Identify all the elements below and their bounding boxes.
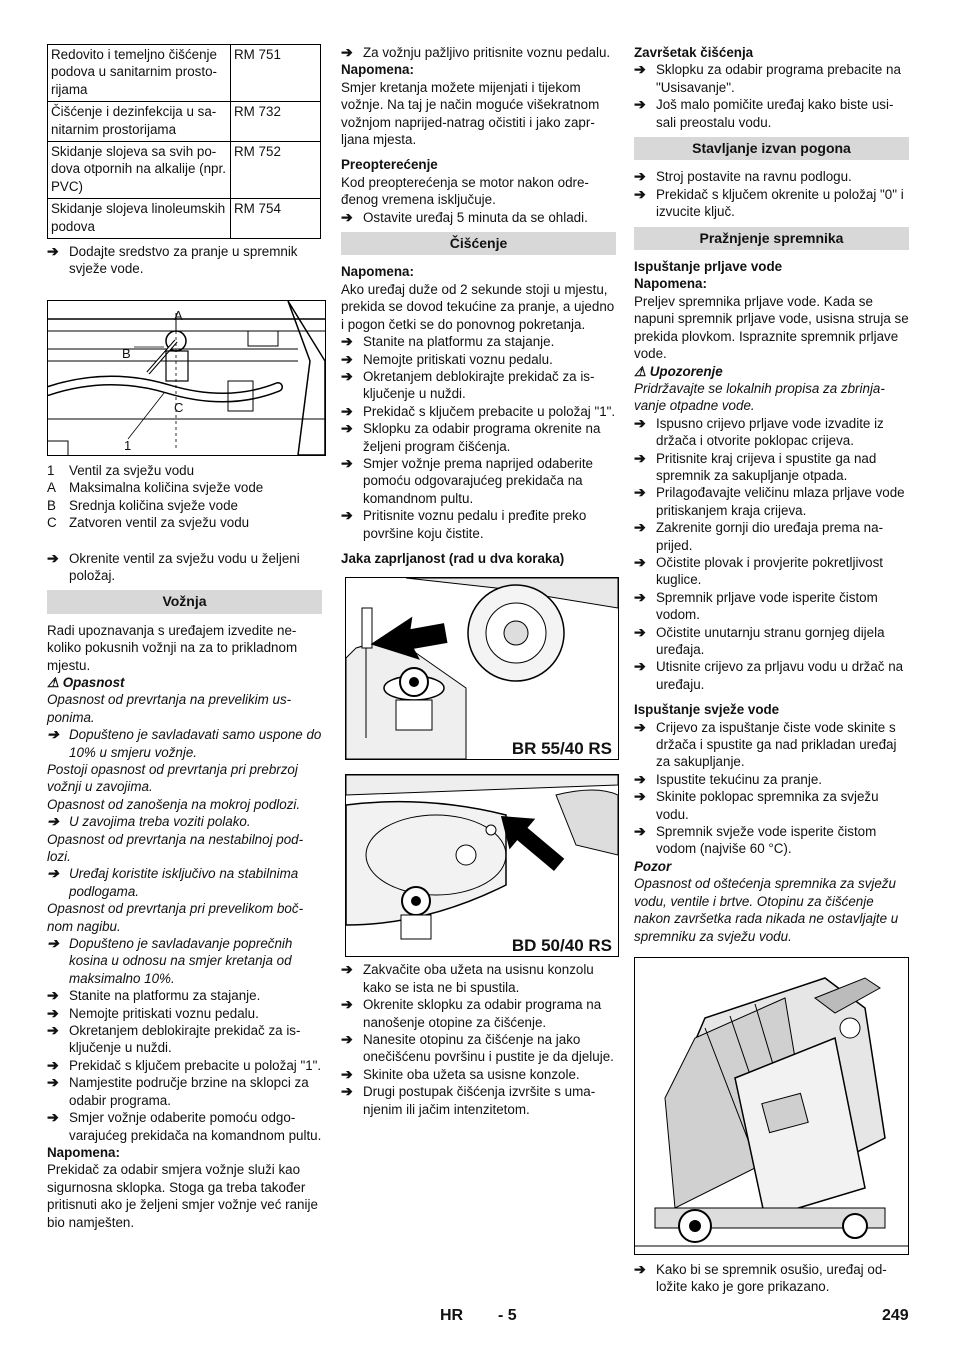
arrow-icon: ➔: [341, 996, 353, 1013]
local-page-number: - 5: [498, 1307, 517, 1324]
instruction-step: ➔ Okretanjem deblokirajte prekidač za isključenje u nuždi.: [47, 1022, 301, 1056]
arrow-icon: ➔: [47, 935, 59, 952]
instruction-step: ➔ Stanite na platformu za stajanje.: [341, 333, 555, 350]
table-row: Redovito i temeljno čišćenje podova u sanitarnim prostorijama RM 751: [48, 45, 321, 102]
warning-triangle-icon: ⚠: [634, 363, 647, 379]
arrow-icon: ➔: [634, 96, 646, 113]
figure-label-1: 1: [124, 437, 132, 453]
warning-triangle-icon: ⚠: [47, 674, 60, 690]
arrow-icon: ➔: [634, 1260, 646, 1277]
instruction-step: ➔ Dopušteno je savladavanje poprečnih kosina u odnosu na smjer kretanja od maksimalno 10%.: [47, 935, 293, 986]
figure-legend: [47, 462, 322, 532]
instruction-step: ➔ Sklopku za odabir programa okrenite na željeni program čišćenja.: [341, 420, 601, 454]
instruction-step: ➔ Pritisnite voznu pedalu i pređite preko površine koju čistite.: [341, 507, 587, 541]
instruction-step: ➔ Dopušteno je savladavati samo uspone do 10% u smjeru vožnje.: [47, 726, 322, 760]
column-3: Završetak čišćenja ➔ Sklopku za odabir programa prebacite na "Usisavanje". ➔ Još malo pomičite uređaj kako biste usisali preostalu vodu. Stavljanje izvan pogona ➔ Stroj postavite na ravnu podlogu. ➔ Prekidač s ključem okrenite u položaj "0" i izvucite ključ. Pražnjenje spremnika Ispuštanje prljave vode Napomena: Preljev spremnika prljave vode. Kada se napuni spremnik prljave vode, usisna struja se prekida plovkom. Ispraznite spremnik prljave vode. ⚠ Upozorenje Pridržavajte se lokalnih propisa za zbrinjavanje otpadne vode. ➔ Ispusno crijevo prljave vode izvadite iz držača i otvorite poklopac crijeva. ➔ Pritisnite kraj crijeva i spustite ga nad spremnik za sakupljanje otpada. ➔ Prilagođavajte veličinu mlaza prljave vode pritiskanjem kraja crijeva. ➔ Zakrenite gornji dio uređaja prema naprijed. ➔ Očistite plovak i provjerite pokretljivost kuglice. ➔ Spremnik prljave vode isperite čistom vodom. ➔ Očistite unutarnju stranu gornjeg dijela uređaja. ➔ Utisnite crijevo za prljavu vodu u držač na uređaju. Ispuštanje svježe vode ➔ Crijevo za ispuštanje čiste vode skinite s držača i spustite ga nad prikladan uređaj za sakupljanje. ➔ Ispustite tekućinu za pranje. ➔ Skinite poklopac spremnika za svježu vodu. ➔ Spremnik svježe vode isperite čistom vodom (najviše 60 °C). Pozor Opasnost od oštećenja spremnika za svježu vodu, ventile i brtve. Otopinu za čišćenje nakon završetka rada nikada ne ostavljajte u spremniku za svježu vodu. ➔ Kako bi se spremnik osušio, uređaj odložite kako je gore prikazano.: [634, 45, 909, 1295]
fresh-water-heading: Ispuštanje svježe vode: [634, 702, 780, 718]
arrow-icon: ➔: [341, 507, 353, 524]
instruction-step: ➔ Još malo pomičite uređaj kako biste usisali preostalu vodu.: [634, 96, 894, 130]
instruction-step: ➔ Utisnite crijevo za prljavu vodu u držač na uređaju.: [634, 658, 904, 692]
arrow-icon: ➔: [634, 449, 646, 466]
end-cleaning-heading: Završetak čišćenja: [634, 45, 754, 60]
instruction-step: ➔ Kako bi se spremnik osušio, uređaj odložite kako je gore prikazano.: [634, 1260, 887, 1295]
instruction-step: ➔ Zakvačite oba užeta na usisnu konzolu kako se ista ne bi spustila.: [341, 961, 594, 995]
figure-label-c: C: [174, 399, 184, 415]
legend-item: A Maksimalna količina svježe vode: [47, 480, 264, 496]
arrow-icon: ➔: [634, 658, 646, 675]
instruction-step: ➔ Drugi postupak čišćenja izvršite s umanjenim ili jačim intenzitetom.: [341, 1083, 596, 1117]
arrow-icon: ➔: [341, 1031, 353, 1047]
arrow-icon: ➔: [634, 61, 646, 78]
arrow-icon: ➔: [634, 519, 646, 536]
instruction-step: ➔ Pritisnite kraj crijeva i spustite ga nad spremnik za sakupljanje otpada.: [634, 449, 877, 483]
valve-drawing: [48, 301, 325, 455]
section-heading-decommissioning: Stavljanje izvan pogona: [634, 137, 909, 160]
fresh-water-valve-figure: [47, 300, 326, 456]
instruction-step: ➔ Očistite plovak i provjerite pokretljivost kuglice.: [634, 553, 883, 588]
instruction-step: ➔ Prekidač s ključem prebacite u položaj "1".: [341, 402, 616, 419]
table-row: Čišćenje i dezinfekcija u sanitarnim prostorijama RM 732: [48, 102, 321, 142]
instruction-step: ➔ Nemojte pritiskati voznu pedalu.: [47, 1004, 259, 1021]
arrow-icon: ➔: [634, 788, 646, 805]
arrow-icon: ➔: [634, 823, 646, 840]
arrow-icon: ➔: [634, 414, 646, 431]
instruction-step: ➔ Ostavite uređaj 5 minuta da se ohladi.: [341, 208, 588, 225]
legend-item: C Zatvoren ventil za svježu vodu: [47, 515, 250, 531]
instruction-step: ➔ Prekidač s ključem okrenite u položaj "0" i izvucite ključ.: [634, 185, 904, 220]
arrow-icon: ➔: [341, 208, 353, 225]
bd-50-40-figure: [345, 774, 619, 957]
arrow-icon: ➔: [47, 549, 59, 566]
instruction-step: ➔ Ispustite tekućinu za pranje.: [634, 770, 822, 787]
arrow-icon: ➔: [341, 402, 353, 419]
model-label: BR 55/40 RS: [511, 738, 612, 758]
instruction-step: ➔ Nemojte pritiskati voznu pedalu.: [341, 350, 553, 367]
overload-heading: Preopterećenje: [341, 157, 438, 173]
instruction-step: ➔ Okretanjem deblokirajte prekidač za isključenje u nuždi.: [341, 367, 595, 402]
instruction-step: ➔ Nanesite otopinu za čišćenje na jako onečišćenu površinu i pustite je da djeluje.: [341, 1031, 614, 1065]
disc-head-drawing: [346, 775, 618, 956]
instruction-step: ➔ Zakrenite gornji dio uređaja prema naprijed.: [634, 519, 884, 553]
page-number: 249: [882, 1307, 909, 1324]
section-heading-tank-emptying: Pražnjenje spremnika: [634, 227, 909, 250]
instruction-step: ➔ Dodajte sredstvo za pranje u spremnik svježe vode.: [47, 243, 298, 277]
instruction-step: ➔ Spremnik prljave vode isperite čistom vodom.: [634, 588, 878, 623]
arrow-icon: ➔: [341, 1065, 353, 1082]
warning-heading: ⚠ Upozorenje: [634, 363, 723, 379]
arrow-icon: ➔: [341, 454, 353, 471]
arrow-icon: ➔: [341, 333, 353, 350]
arrow-icon: ➔: [47, 813, 59, 830]
arrow-icon: ➔: [47, 865, 59, 882]
arrow-icon: ➔: [47, 1056, 59, 1073]
arrow-icon: ➔: [47, 1109, 59, 1126]
br-55-40-figure: [345, 577, 619, 760]
instruction-step: ➔ Smjer vožnje odaberite pomoću odgovarajućeg prekidača na komandnom pultu.: [47, 1109, 322, 1143]
instruction-step: ➔ Skinite oba užeta sa usisne konzole.: [341, 1065, 580, 1082]
section-heading-driving: Vožnja: [47, 590, 322, 613]
arrow-icon: ➔: [341, 961, 353, 978]
instruction-step: ➔ Smjer vožnje prema naprijed odaberite pomoću odgovarajućeg prekidača na komandnom pultu.: [341, 454, 593, 506]
instruction-step: ➔ U zavojima treba voziti polako.: [47, 813, 251, 830]
instruction-step: ➔ Crijevo za ispuštanje čiste vode skinite s držača i spustite ga nad prikladan uređaj za sakupljanje.: [634, 718, 897, 770]
arrow-icon: ➔: [341, 44, 353, 60]
arrow-icon: ➔: [47, 1022, 59, 1039]
instruction-step: ➔ Prilagođavajte veličinu mlaza prljave vode pritiskanjem kraja crijeva.: [634, 484, 905, 518]
language-code: HR: [440, 1307, 464, 1324]
arrow-icon: ➔: [634, 718, 646, 735]
arrow-icon: ➔: [47, 987, 59, 1004]
section-heading-cleaning: Čišćenje: [341, 232, 616, 255]
arrow-icon: ➔: [634, 168, 646, 185]
danger-heading: ⚠ Opasnost: [47, 674, 125, 690]
model-label: BD 50/40 RS: [511, 935, 612, 955]
arrow-icon: ➔: [634, 484, 646, 501]
instruction-step: ➔ Sklopku za odabir programa prebacite na "Usisavanje".: [634, 61, 901, 95]
instruction-step: ➔ Namjestite područje brzine na sklopci za odabir programa.: [47, 1074, 309, 1108]
instruction-step: ➔ Skinite poklopac spremnika za svježu vodu.: [634, 788, 879, 822]
instruction-step: ➔ Uređaj koristite isključivo na stabilnima podlogama.: [47, 865, 299, 899]
tilted-machine-figure: [634, 957, 909, 1255]
arrow-icon: ➔: [634, 588, 646, 605]
heavy-soiling-heading: Jaka zaprljanost (rad u dva koraka): [341, 550, 565, 566]
cleaning-agents-table: [47, 44, 321, 239]
legend-item: B Srednja količina svježe vode: [47, 497, 238, 513]
instruction-step: ➔ Okrenite sklopku za odabir programa na nanošenje otopine za čišćenje.: [341, 996, 602, 1030]
figure-label-a: A: [174, 307, 183, 323]
arrow-icon: ➔: [47, 726, 59, 743]
arrow-icon: ➔: [634, 553, 646, 570]
figure-label-b: B: [122, 345, 131, 361]
arrow-icon: ➔: [47, 1074, 59, 1091]
instruction-step: ➔ Prekidač s ključem prebacite u položaj "1".: [47, 1056, 322, 1073]
instruction-step: ➔ Stanite na platformu za stajanje.: [47, 987, 261, 1004]
arrow-icon: ➔: [341, 420, 353, 437]
arrow-icon: ➔: [47, 243, 59, 260]
legend-item: 1 Ventil za svježu vodu: [47, 462, 195, 478]
arrow-icon: ➔: [47, 1004, 59, 1021]
arrow-icon: ➔: [341, 367, 353, 384]
column-1: Redovito i temeljno čišćenje podova u sanitarnim prostorijama RM 751 Čišćenje i dezinfekcija u sanitarnim prostorijama RM 732 Skidanje slojeva sa svih podova otpornih na alkalije (npr. PVC) RM 752 Skidanje slojeva linoleumskih podova RM 754 ➔ Dodajte sredstvo za pranje u spremnik svježe vode. A B C 1 1 Ventil za svježu vodu A Maksimalna količina svježe vode B Srednja količina svježe vode C Zatvoren ventil za svježu vodu ➔ Okrenite ventil za svježu vodu u željeni položaj. Vožnja Radi upoznavanja s uređajem izvedite nekoliko pokusnih vožnji na za to prikladnom mjestu. ⚠ Opasnost Opasnost od prevrtanja na prevelikim usponima. ➔ Dopušteno je savladavati samo uspone do 10% u smjeru vožnje. Postoji opasnost od prevrtanja pri prebrzoj vožnji u zavojima. Opasnost od zanošenja na mokroj podlozi. ➔ U zavojima treba voziti polako. Opasnost od prevrtanja na nestabilnoj podlozi. ➔ Uređaj koristite isključivo na stabilnima podlogama. Opasnost od prevrtanja pri prevelikom bočnom nagibu. ➔ Dopušteno je savladavanje poprečnih kosina u odnosu na smjer kretanja od maksimalno 10%. ➔ Stanite na platformu za stajanje. ➔ Nemojte pritiskati voznu pedalu. ➔ Okretanjem deblokirajte prekidač za isključenje u nuždi. ➔ Prekidač s ključem prebacite u položaj "1". ➔ Namjestite područje brzine na sklopci za odabir programa. ➔ Smjer vožnje odaberite pomoću odgovarajućeg prekidača na komandnom pultu. Napomena: Prekidač za odabir smjera vožnje služi kao sigurnosna sklopka. Stoga ga treba također pritisnuti ako je željeni smjer vožnje već ranije bio namješten.: [47, 44, 322, 1231]
table-row: Skidanje slojeva linoleumskih podova RM 754: [48, 199, 321, 239]
table-row: Skidanje slojeva sa svih podova otpornih na alkalije (npr. PVC) RM 752: [48, 142, 321, 199]
arrow-icon: ➔: [634, 623, 646, 640]
arrow-icon: ➔: [341, 350, 353, 367]
arrow-icon: ➔: [341, 1083, 353, 1100]
dirty-water-heading: Ispuštanje prljave vode: [634, 259, 783, 275]
machine-drawing: [635, 958, 908, 1254]
instruction-step: ➔ Stroj postavite na ravnu podlogu.: [634, 168, 852, 185]
instruction-step: ➔ Okrenite ventil za svježu vodu u željeni položaj.: [47, 549, 300, 583]
instruction-step: ➔ Ispusno crijevo prljave vode izvadite iz držača i otvorite poklopac crijeva.: [634, 414, 884, 449]
instruction-step: ➔ Za vožnju pažljivo pritisnite voznu pedalu.: [341, 44, 611, 60]
brush-head-drawing: [346, 578, 618, 759]
arrow-icon: ➔: [634, 770, 646, 787]
instruction-step: ➔ Očistite unutarnju stranu gornjeg dijela uređaja.: [634, 623, 885, 657]
column-2: ➔ Za vožnju pažljivo pritisnite voznu pedalu. Napomena: Smjer kretanja možete mijenjati i tijekom vožnje. Na taj je način moguće višekratnom vožnjom naprijed-natrag očistiti i jako zaprljana mjesta. Preopterećenje Kod preopterećenja se motor nakon određenog vremena isključuje. ➔ Ostavite uređaj 5 minuta da se ohladi. Čišćenje Napomena: Ako uređaj duže od 2 sekunde stoji u mjestu, prekida se dovod tekućine za pranje, a ujedno i pogon četki se do ponovnog pokretanja. ➔ Stanite na platformu za stajanje. ➔ Nemojte pritiskati voznu pedalu. ➔ Okretanjem deblokirajte prekidač za isključenje u nuždi. ➔ Prekidač s ključem prebacite u položaj "1". ➔ Sklopku za odabir programa okrenite na željeni program čišćenja. ➔ Smjer vožnje prema naprijed odaberite pomoću odgovarajućeg prekidača na komandnom pultu. ➔ Pritisnite voznu pedalu i pređite preko površine koju čistite. Jaka zaprljanost (rad u dva koraka) BR 55/40 RS BD 50/40 RS ➔ Zakvačite oba užeta na usisnu konzolu kako se ista ne bi spustila. ➔ Okrenite sklopku za odabir programa na nanošenje otopine za čišćenje. ➔ Nanesite otopinu za čišćenje na jako onečišćenu površinu i pustite je da djeluje. ➔ Skinite oba užeta sa usisne konzole. ➔ Drugi postupak čišćenja izvršite s umanjenim ili jačim intenzitetom.: [341, 44, 616, 1118]
arrow-icon: ➔: [634, 185, 646, 202]
caution-heading: Pozor: [634, 858, 672, 874]
instruction-step: ➔ Spremnik svježe vode isperite čistom vodom (najviše 60 °C).: [634, 823, 877, 857]
